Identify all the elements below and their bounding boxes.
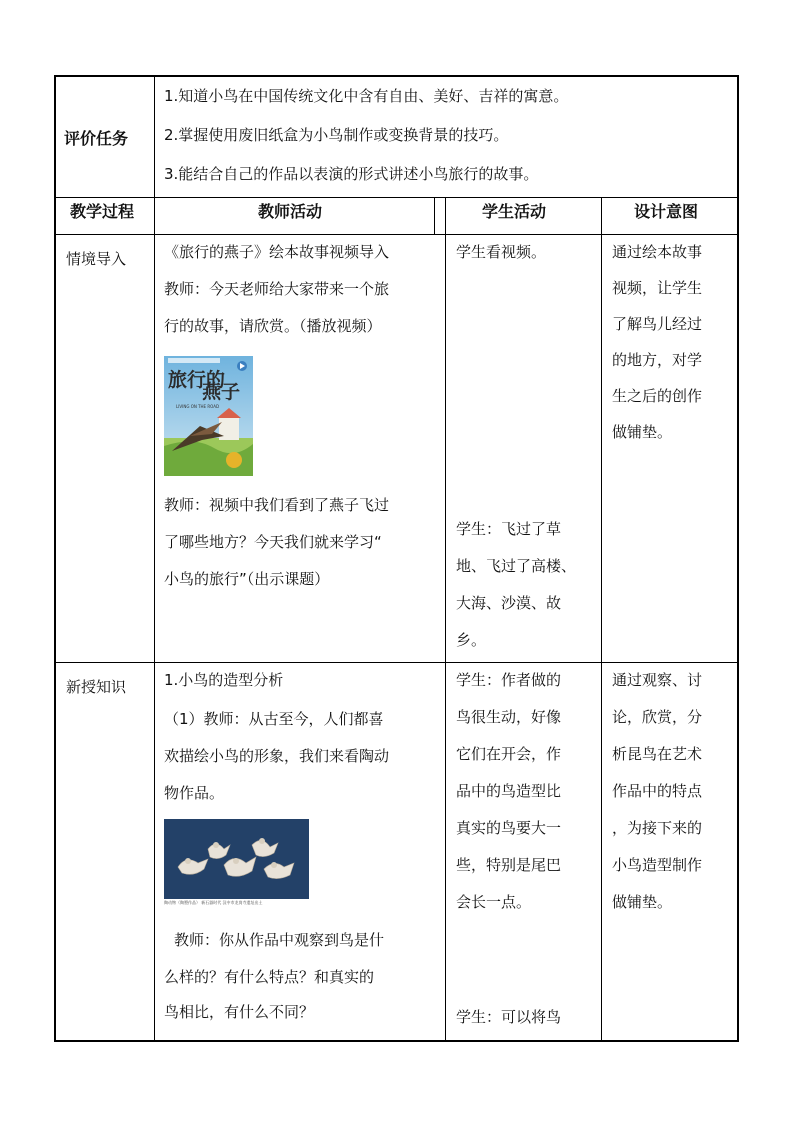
table-border-bottom [54,1040,739,1042]
row2-teacher-line-2: （1）教师：从古至今，人们都喜 [164,710,384,728]
evaluation-label: 评价任务 [64,129,129,148]
col-divider-2 [445,197,446,1042]
col-divider-1 [154,75,155,1042]
book-cover-image [164,356,253,476]
row2-intent-4: 作品中的特点 [612,782,703,800]
photo-caption: 陶动物（陶塑作品） 新石器时代 汉中市龙岗寺遗址出土 [164,900,263,905]
row1-teacher-after-line-1: 教师：视频中我们看到了燕子飞过 [164,496,390,514]
row2-intent-7: 做铺垫。 [612,893,673,911]
row1-intent-1: 通过绘本故事 [612,243,703,261]
row2-teacher-after-line-2: 么样的？有什么特点？和真实的 [164,968,375,986]
header-student: 学生活动 [482,202,547,221]
row2-student-top-7: 会长一点。 [456,893,532,911]
header-process: 教学过程 [70,202,135,221]
table-border-left [54,75,56,1042]
row1-teacher-after-line-3: 小鸟的旅行”（出示课题） [164,570,330,588]
book-subtitle: LIVING ON THE ROAD [176,404,220,409]
row1-teacher-line-2: 教师：今天老师给大家带来一个旅 [164,280,390,298]
row1-teacher-line-1: 《旅行的燕子》绘本故事视频导入 [164,243,390,261]
row1-intent-3: 了解鸟儿经过 [612,315,703,333]
row2-teacher-after-line-3: 鸟相比，有什么不同？ [164,1003,315,1021]
table-border-right [737,75,739,1042]
pottery-birds-photo [164,819,309,907]
row2-student-top-5: 真实的鸟要大一 [456,819,562,837]
pottery-birds-illustration [164,819,309,899]
row1-student-bottom-1: 学生：飞过了草 [456,520,562,538]
row1-student-bottom-4: 乡。 [456,631,487,649]
row2-student-top-4: 品中的鸟造型比 [456,782,562,800]
row2-student-top-3: 它们在开会，作 [456,745,562,763]
row1-student-top: 学生看视频。 [456,243,547,261]
row1-teacher-line-3: 行的故事，请欣赏。（播放视频） [164,317,382,335]
header-teacher: 教师活动 [258,202,323,221]
evaluation-item-3: 3.能结合自己的作品以表演的形式讲述小鸟旅行的故事。 [164,165,539,183]
row2-intent-5: ，为接下来的 [612,819,703,837]
row2-teacher-line-1: 1.小鸟的造型分析 [164,671,284,689]
table-border-top [54,75,739,77]
row1-intent-4: 的地方，对学 [612,351,703,369]
row2-teacher-line-4: 物作品。 [164,784,225,802]
stage-situational-intro: 情境导入 [66,250,127,268]
row1-intent-2: 视频，让学生 [612,279,703,297]
row2-intent-2: 论，欣赏，分 [612,708,703,726]
row1-student-bottom-2: 地、飞过了高楼、 [456,557,577,575]
evaluation-item-1: 1.知道小鸟在中国传统文化中含有自由、美好、吉祥的寓意。 [164,87,569,105]
row2-intent-3: 析昆鸟在艺术 [612,745,703,763]
row2-intent-1: 通过观察、讨 [612,671,703,689]
row2-student-top-1: 学生：作者做的 [456,671,562,689]
row2-intent-6: 小鸟造型制作 [612,856,703,874]
book-title-line-1: 旅行的 [168,369,226,391]
stage-new-knowledge: 新授知识 [66,678,127,696]
row1-intent-6: 做铺垫。 [612,423,673,441]
row2-student-top-6: 些，特别是尾巴 [456,856,562,874]
row1-intent-5: 生之后的创作 [612,387,703,405]
row2-teacher-line-3: 欢描绘小鸟的形象，我们来看陶动 [164,747,390,765]
col-divider-3 [601,197,602,1042]
evaluation-item-2: 2.掌握使用废旧纸盒为小鸟制作或变换背景的技巧。 [164,126,509,144]
row2-teacher-after-line-1: 教师：你从作品中观察到鸟是什 [174,931,385,949]
header-intent: 设计意图 [634,202,699,221]
col-divider-2b [434,197,435,234]
row1-teacher-after-line-2: 了哪些地方？今天我们就来学习“ [164,533,382,551]
book-title-line-2: 燕子 [202,381,241,403]
row2-student-top-2: 鸟很生动，好像 [456,708,562,726]
row2-student-bottom-1: 学生：可以将鸟 [456,1008,562,1026]
row1-student-bottom-3: 大海、沙漠、故 [456,594,562,612]
